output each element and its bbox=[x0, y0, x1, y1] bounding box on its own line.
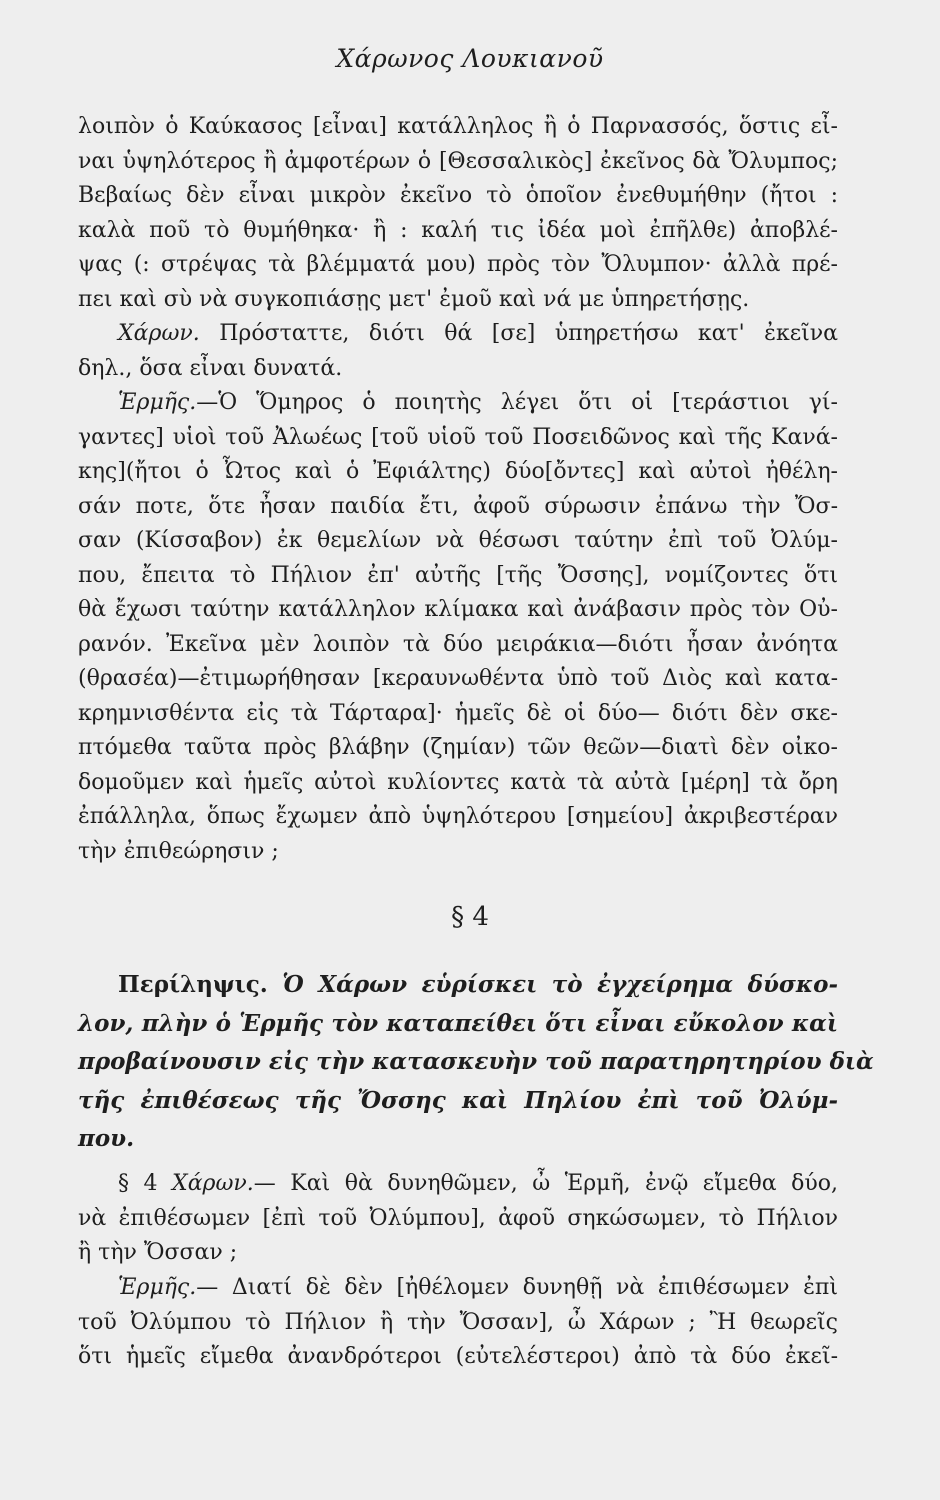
speech-text: Πρόσταττε, διότι θά [σε] ὑπηρετήσω κατ' ἐκεῖνα bbox=[199, 321, 838, 346]
text-line: ἐπάλληλα, ὅπως ἔχωμεν ἀπὸ ὑψηλότερου [σημείου] ἀκριβεστέραν bbox=[78, 804, 838, 829]
text-line: δομοῦμεν καὶ ἡμεῖς αὐτοὶ κυλίοντες κατὰ τὰ αὐτὰ [μέρη] τὰ ὄρη bbox=[78, 769, 838, 795]
speaker-name: Χάρων. bbox=[172, 1171, 254, 1196]
speaker-name: Ἑρμῆς. bbox=[118, 1275, 197, 1300]
text-line: γαντες] υἱοὶ τοῦ Ἀλωέως [τοῦ υἱοῦ τοῦ Ποσειδῶνος καὶ τῆς Κανά- bbox=[78, 424, 838, 450]
summary-block bbox=[78, 966, 874, 1159]
summary-lead: Περίληψις. bbox=[118, 971, 268, 998]
text-line: νὰ ἐπιθέσωμεν [ἐπὶ τοῦ Ὀλύμπου], ἀφοῦ σηκώσωμεν, τὸ Πήλιον bbox=[78, 1205, 838, 1231]
text-line: λον, πλὴν ὁ Ἑρμῆς τὸν καταπείθει ὅτι εἶναι εὔκολον καὶ bbox=[78, 1009, 838, 1037]
text-line: τῆς ἐπιθέσεως τῆς Ὄσσης καὶ Πηλίου ἐπὶ τοῦ Ὀλύμ- bbox=[78, 1086, 838, 1114]
text-line: τοῦ Ὀλύμπου τὸ Πήλιον ἢ τὴν Ὄσσαν], ὦ Χάρων ; Ἢ θεωρεῖς bbox=[78, 1309, 838, 1335]
text-line: κης](ἤτοι ὁ Ὦτος καὶ ὁ Ἐφιάλτης) δύο[ὄντες] καὶ αὐτοὶ ἠθέλη- bbox=[78, 459, 838, 484]
text-line: πτόμεθα ταῦτα πρὸς βλάβην (ζημίαν) τῶν θεῶν—διατὶ δὲν οἰκο- bbox=[78, 735, 838, 760]
text-line: προβαίνουσιν εἰς τὴν κατασκευὴν τοῦ παρατηρητηρίου διὰ bbox=[78, 1048, 874, 1075]
paragraph-number: § 4 bbox=[118, 1171, 158, 1196]
speech-text: — Διατί δὲ δὲν [ἠθέλομεν δυνηθῇ νὰ ἐπιθέσωμεν ἐπὶ bbox=[196, 1275, 838, 1300]
summary-text: Ὁ Χάρων εὑρίσκει τὸ ἐγχείρημα δύσκο- bbox=[267, 971, 838, 998]
running-header: Χάρωνος Λουκιανοῦ bbox=[336, 44, 604, 73]
paragraph-charon-reply bbox=[78, 317, 838, 386]
speech-text: — Καὶ θὰ δυνηθῶμεν, ὦ Ἑρμῆ, ἐνῷ εἴμεθα δύο, bbox=[253, 1171, 838, 1196]
section-mark: § 4 bbox=[451, 902, 489, 932]
text-line: ψας (: στρέψας τὰ βλέμματά μου) πρὸς τὸν Ὄλυμπον· ἀλλὰ πρέ- bbox=[78, 252, 838, 277]
text-line: (θρασέα)—ἐτιμωρήθησαν [κεραυνωθέντα ὑπὸ τοῦ Διὸς καὶ κατα- bbox=[78, 666, 838, 691]
text-line: ὅτι ἡμεῖς εἴμεθα ἀνανδρότεροι (εὐτελέστεροι) ἀπὸ τὰ δύο ἐκεῖ- bbox=[78, 1344, 838, 1369]
text-line: που, ἔπειτα τὸ Πήλιον ἐπ' αὐτῆς [τῆς Ὄσσης], νομίζοντες ὅτι bbox=[78, 562, 838, 588]
text-line: τὴν ἐπιθεώρησιν ; bbox=[78, 838, 279, 864]
paragraph-opening bbox=[78, 110, 838, 317]
paragraph-hermes-speech bbox=[78, 386, 838, 869]
text-line: ναι ὑψηλότερος ἢ ἀμφοτέρων ὁ [Θεσσαλικὸς] ἐκεῖνος δὰ Ὄλυμπος; bbox=[78, 148, 838, 174]
text-line bbox=[78, 386, 838, 421]
text-line: δηλ., ὅσα εἶναι δυνατά. bbox=[78, 355, 343, 381]
text-line: λοιπὸν ὁ Καύκασος [εἶναι] κατάλληλος ἢ ὁ Παρνασσός, ὅστις εἶ- bbox=[78, 114, 838, 139]
paragraph-hermes-answer bbox=[78, 1271, 838, 1375]
text-line bbox=[78, 317, 838, 352]
text-line bbox=[78, 1167, 838, 1202]
text-line: που. bbox=[78, 1125, 135, 1152]
text-line: ρανόν. Ἐκεῖνα μὲν λοιπὸν τὰ δύο μειράκια—διότι ἦσαν ἀνόητα bbox=[78, 631, 838, 657]
text-line: θὰ ἔχωσι ταύτην κατάλληλον κλίμακα καὶ ἀνάβασιν πρὸς τὸν Οὐ- bbox=[78, 597, 838, 622]
speaker-name: Ἑρμῆς. bbox=[118, 390, 197, 415]
text-line: πει καὶ σὺ νὰ συγκοπιάσῃς μετ' ἐμοῦ καὶ νά με ὑπηρετήσῃς. bbox=[78, 286, 750, 312]
text-line: καλὰ ποῦ τὸ θυμήθηκα· ἢ : καλή τις ἰδέα μοὶ ἐπῆλθε) ἀποβλέ- bbox=[78, 217, 838, 243]
text-line: Βεβαίως δὲν εἶναι μικρὸν ἐκεῖνο τὸ ὁποῖον ἐνεθυμήθην (ἤτοι : bbox=[78, 183, 838, 208]
speaker-name: Χάρων. bbox=[118, 321, 200, 346]
paragraph-charon-question bbox=[78, 1167, 838, 1271]
text-line: σάν ποτε, ὅτε ἦσαν παιδία ἔτι, ἀφοῦ σύρωσιν ἐπάνω τὴν Ὄσ- bbox=[78, 493, 838, 519]
text-line: σαν (Κίσσαβον) ἐκ θεμελίων νὰ θέσωσι ταύτην ἐπὶ τοῦ Ὀλύμ- bbox=[78, 528, 838, 553]
text-line: ἢ τὴν Ὄσσαν ; bbox=[78, 1240, 238, 1265]
text-line bbox=[78, 1271, 838, 1306]
text-line bbox=[78, 966, 838, 1005]
speech-text: —Ὁ Ὅμηρος ὁ ποιητὴς λέγει ὅτι οἱ [τεράστιοι γί- bbox=[196, 390, 838, 415]
text-line: κρημνισθέντα εἰς τὰ Τάρταρα]· ἡμεῖς δὲ οἱ δύο— διότι δὲν σκε- bbox=[78, 700, 838, 726]
